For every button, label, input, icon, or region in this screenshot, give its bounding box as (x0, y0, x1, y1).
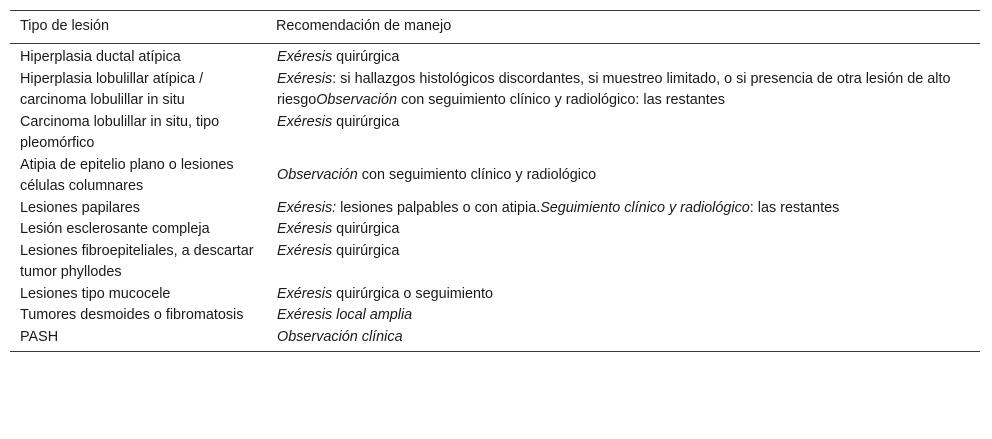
management-recommendation-cell (266, 284, 980, 306)
recommendation-text: quirúrgica (332, 242, 400, 259)
header-lesion-type: Tipo de lesión (10, 11, 266, 44)
lesion-type-cell: Lesiones tipo mucocele (20, 285, 171, 302)
lesion-type-cell: Lesiones fibroepiteliales, a descartar tumor phyllodes (20, 242, 254, 280)
management-recommendation-cell (266, 198, 980, 220)
recommendation-text: con seguimiento clínico y radiológico (357, 167, 597, 184)
recommendation-emphasis: Observación clínica (277, 328, 403, 345)
recommendation-emphasis: Observación (277, 167, 358, 184)
recommendation-text: quirúrgica (332, 221, 400, 237)
management-recommendation-cell (266, 112, 980, 155)
recommendation-emphasis: Observación (316, 92, 397, 108)
table-row (10, 155, 980, 198)
table-row (10, 219, 980, 241)
table-row (10, 305, 980, 327)
lesion-type-cell: Carcinoma lobulillar in situ, tipo pleomórfico (20, 113, 220, 151)
recommendation-emphasis: Exéresis (277, 285, 333, 302)
recommendation-text: : las restantes (749, 199, 840, 216)
lesion-type-cell: Lesiones papilares (20, 199, 141, 216)
recommendation-emphasis: Exéresis (277, 113, 333, 130)
table-row (10, 112, 980, 155)
table-row (10, 198, 980, 220)
table-row (10, 327, 980, 352)
lesion-type-cell: Lesión esclerosante compleja (20, 221, 210, 237)
lesion-type-cell: Atipia de epitelio plano o lesiones células columnares (20, 156, 234, 194)
recommendation-emphasis: Exéresis (277, 242, 333, 259)
table-row (10, 284, 980, 306)
recommendation-emphasis: Exéresis (277, 221, 333, 237)
header-management-recommendation: Recomendación de manejo (266, 11, 980, 44)
lesion-management-table-container (10, 10, 980, 352)
recommendation-text: quirúrgica (332, 49, 400, 65)
recommendation-text: quirúrgica o seguimiento (332, 285, 493, 302)
recommendation-text: quirúrgica (332, 113, 400, 130)
lesion-type-cell: Tumores desmoides o fibromatosis (20, 307, 244, 323)
recommendation-emphasis: Exéresis local amplia (277, 307, 413, 323)
table-row (10, 69, 980, 112)
management-recommendation-cell (266, 155, 980, 198)
management-recommendation-cell (266, 327, 980, 352)
lesion-type-cell: Hiperplasia ductal atípica (20, 49, 181, 65)
table-header (10, 11, 980, 44)
lesion-type-cell: Hiperplasia lobulillar atípica / carcinoma lobulillar in situ (20, 70, 204, 108)
management-recommendation-cell (266, 44, 980, 69)
table-row (10, 241, 980, 284)
header-row (10, 11, 980, 44)
management-recommendation-cell (266, 241, 980, 284)
lesion-management-table (10, 10, 980, 352)
table-body (10, 44, 980, 352)
recommendation-text: : si hallazgos histológicos discordantes, si muestreo limitado, o si presencia de otra lesión de alto riesgo (277, 70, 951, 108)
management-recommendation-cell (266, 305, 980, 327)
lesion-type-cell: PASH (10, 327, 266, 352)
recommendation-text: con seguimiento clínico y radiológico: las restantes (397, 92, 725, 108)
recommendation-emphasis: Seguimiento clínico y radiológico (540, 199, 750, 216)
recommendation-emphasis: Exéresis: (277, 199, 337, 216)
management-recommendation-cell (266, 219, 980, 241)
recommendation-emphasis: Exéresis (277, 49, 333, 65)
management-recommendation-cell (266, 69, 980, 112)
recommendation-text: lesiones palpables o con atipia. (336, 199, 541, 216)
recommendation-emphasis: Exéresis (277, 70, 333, 87)
table-row (10, 44, 980, 69)
